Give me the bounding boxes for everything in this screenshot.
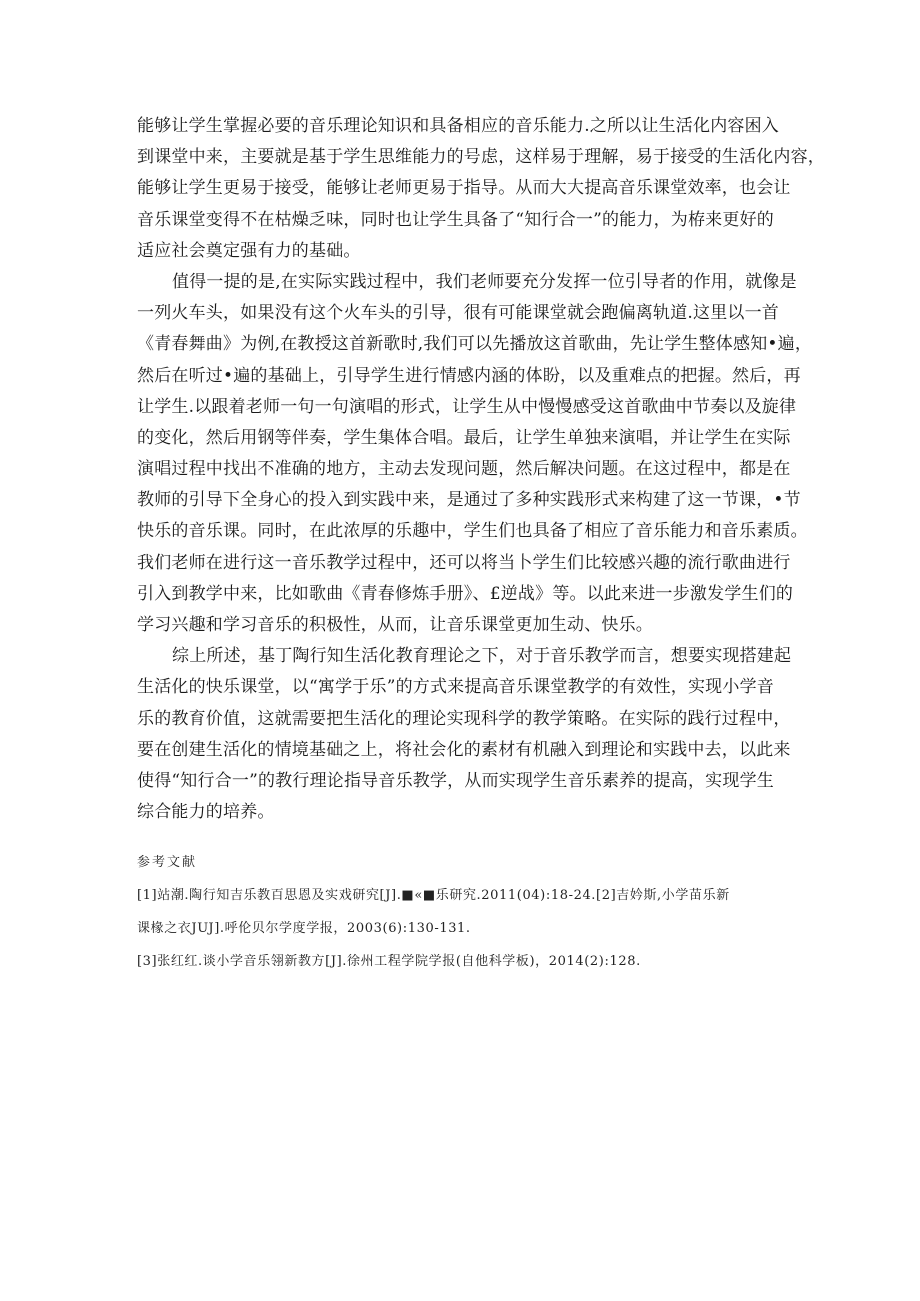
body-line: 演唱过程中找出不准确的地方，主动去发现问题，然后解决问题。在这过程中，都是在 [137,459,791,480]
body-line: 一列火车头，如果没有这个火车头的引导，很有可能课堂就会跑偏离轨道.这里以一首 [137,303,780,324]
body-line: 音乐课堂变得不在枯燥乏味，同时也让学生具备了“知行合一”的能力，为栫来更好的 [137,209,774,230]
body-line: 要在创建生活化的情境基础之上，将社会化的素材有机融入到理论和实践中去，以此来 [137,739,791,760]
body-line: 然后在听过•遍的基础上，引导学生进行情感内涵的体盼，以及重难点的把握。然后，再 [137,365,801,386]
body-line: 快乐的音乐课。同时，在此浓厚的乐趣中，学生们也具备了相应了音乐能力和音乐素质。 [137,521,808,542]
body-line: 综合能力的培养。 [137,802,275,823]
body-line: 《青春舞曲》为例,在教授这首新歌时,我们可以先播放这首歌曲，先让学生整体感知•遍， [137,334,813,355]
reference-line: [3]张红红.谈小学音乐翎新教方[J].徐州工程学院学报(自他科学板)，2014(2):128. [137,954,641,969]
body-line: 适应社会奠定强有力的基础。 [137,240,361,261]
body-line: 学习兴趣和学习音乐的积极性，从而，让音乐课堂更加生动、快乐。 [137,615,653,635]
body-line: 我们老师在进行这一音乐教学过程中，还可以将当卜学生们比较感兴趣的流行歌曲进行 [137,552,791,573]
body-line: 使得“知行合一”的教行理论指导音乐教学，从而实现学生音乐素养的提高，实现学生 [137,770,774,791]
body-line: 乐的教育价值，这就需要把生活化的理论实现科学的教学策略。在实际的践行过程中， [137,708,791,729]
references-section [137,846,827,978]
body-line: 生活化的快乐课堂，以“寓学于乐”的方式来提高音乐课堂教学的有效性，实现小学音 [137,677,774,698]
body-line: 能够让学生掌握必要的音乐理论知识和具备相应的音乐能力.之所以让生活化内容困入 [137,116,780,136]
body-line: 综上所述，基丁陶行知生活化教育理论之下，对于音乐教学而言，想要实现搭建起 [172,646,792,667]
reference-line: [1]站潮.陶行知吉乐教百思恩及实戏研究[J].■«■乐研究.2011(04):18-24.[2]吉妗斯,小学苗乐新 [137,888,730,903]
body-line: 到课堂中来，主要就是基于学生思维能力的号虑，这样易于理解，易于接受的生活化内容， [137,147,825,168]
body-line: 能够让学生更易于接受，能够让老师更易于指导。从而大大提高音乐课堂效率，也会让 [137,178,791,199]
body-line: 引入到教学中来，比如歌曲《青春修炼手册》、£逆战》等。以此来进一步激发学生们的 [137,583,794,604]
body-line: 让学生.以跟着老师一句一句演唱的形式，让学生从中慢慢感受这首歌曲中节奏以及旋律 [137,396,797,417]
article-body [137,111,825,828]
reference-line: 课椽之衣JUJ].呼伦贝尔学度学报，2003(6):130-131. [137,921,471,936]
body-line: 值得一提的是,在实际实践过程中，我们老师要充分发挥一位引导者的作用，就像是 [172,271,797,292]
body-line: 的变化，然后用钢等伴奏，学生集体合唱。最后，让学生单独来演唱，并让学生在实际 [137,427,791,448]
body-line: 教师的引导下全身心的投入到实践中来，是通过了多种实践形式来构建了这一节课，•节 [137,490,801,511]
references-heading: 参考文献 [137,855,198,870]
